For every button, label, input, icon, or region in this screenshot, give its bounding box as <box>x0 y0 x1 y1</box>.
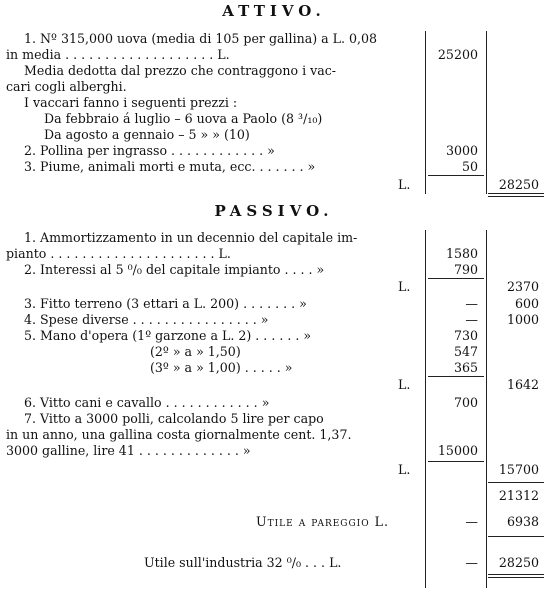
subtotal-rule <box>428 376 484 377</box>
passivo-col1-amount: 15000 <box>437 443 478 458</box>
passivo-col1-amount: 547 <box>453 344 478 359</box>
passivo-line: 3. Fitto terreno (3 ettari a L. 200) . . . . . . . » <box>24 296 307 311</box>
subtotal-rule <box>428 461 484 462</box>
passivo-col2-amount: 1642 <box>506 377 539 392</box>
utile-industria-value: 28250 <box>498 555 539 570</box>
subtotal-rule <box>428 278 484 279</box>
attivo-amount: 50 <box>461 159 478 174</box>
passivo-line: 3000 galline, lire 41 . . . . . . . . . . . . . » <box>6 443 251 458</box>
column-rule <box>425 31 426 194</box>
utile-industria-dash: — <box>465 555 478 570</box>
passivo-col2-amount: 15700 <box>498 462 539 477</box>
passivo-col2-amount: 21312 <box>498 488 539 503</box>
passivo-line: 7. Vitto a 3000 polli, calcolando 5 lire per capo <box>24 411 324 426</box>
passivo-line: pianto . . . . . . . . . . . . . . . . . . . . . L. <box>6 246 231 261</box>
utile-pareggio-value: 6938 <box>506 514 539 529</box>
passivo-line: in un anno, una gallina costa giornalmente cent. 1,37. <box>6 427 352 442</box>
attivo-line: 3. Piume, animali morti e muta, ecc. . . . . . . » <box>24 159 316 174</box>
passivo-line: 6. Vitto cani e cavallo . . . . . . . . . . . . » <box>24 395 270 410</box>
passivo-line: (3º » a » 1,00) . . . . . » <box>150 360 293 375</box>
passivo-col1-amount: — <box>465 312 478 327</box>
subtotal-rule <box>428 175 484 176</box>
attivo-line: in media . . . . . . . . . . . . . . . . . . . L. <box>6 47 230 62</box>
passivo-subtotal-label: L. <box>398 462 411 477</box>
passivo-line: (2º » a » 1,50) <box>150 344 241 359</box>
passivo-line: 4. Spese diverse . . . . . . . . . . . . . . . . » <box>24 312 269 327</box>
passivo-col1-amount: 365 <box>453 360 478 375</box>
sum-rule <box>488 482 544 483</box>
attivo-line: cari cogli alberghi. <box>6 79 127 94</box>
sum-rule <box>488 536 544 537</box>
passivo-col1-amount: 790 <box>453 262 478 277</box>
attivo-amount: 3000 <box>445 143 478 158</box>
attivo-total-label: L. <box>398 177 411 192</box>
utile-pareggio-label: Utile a pareggio L. <box>256 514 389 529</box>
utile-industria-label: Utile sull'industria 32 ⁰/₀ . . . L. <box>144 555 342 570</box>
total-double-rule <box>488 574 544 578</box>
attivo-line: 2. Pollina per ingrasso . . . . . . . . . . . . » <box>24 143 275 158</box>
attivo-line: Da febbraio á luglio – 6 uova a Paolo (8 ³/₁₀) <box>44 111 323 126</box>
passivo-col2-amount: 600 <box>514 296 539 311</box>
passivo-line: 1. Ammortizzamento in un decennio del capitale im- <box>24 230 358 245</box>
passivo-col2-amount: 2370 <box>506 279 539 294</box>
column-rule <box>425 230 426 588</box>
passivo-subtotal-label: L. <box>398 279 411 294</box>
column-rule <box>486 31 487 194</box>
passivo-line: 5. Mano d'opera (1º garzone a L. 2) . . . . . . » <box>24 328 312 343</box>
passivo-col1-amount: — <box>465 296 478 311</box>
passivo-col2-amount: 1000 <box>506 312 539 327</box>
passivo-heading: PASSIVO. <box>214 202 334 220</box>
passivo-line: 2. Interessi al 5 ⁰/₀ del capitale impianto . . . . » <box>24 262 325 277</box>
attivo-line: Da agosto a gennaio – 5 » » (10) <box>44 127 250 142</box>
attivo-heading: ATTIVO. <box>222 2 326 20</box>
attivo-line: Media dedotta dal prezzo che contraggono i vac- <box>24 63 337 78</box>
attivo-line: I vaccari fanno i seguenti prezzi : <box>24 95 238 110</box>
attivo-line: 1. Nº 315,000 uova (media di 105 per gallina) a L. 0,08 <box>24 31 378 46</box>
passivo-col1-amount: 730 <box>453 328 478 343</box>
passivo-col1-amount: 1580 <box>445 246 478 261</box>
total-double-rule <box>488 193 544 197</box>
attivo-total: 28250 <box>498 177 539 192</box>
passivo-subtotal-label: L. <box>398 377 411 392</box>
attivo-amount: 25200 <box>437 47 478 62</box>
passivo-col1-amount: 700 <box>453 395 478 410</box>
utile-pareggio-dash: — <box>465 514 478 529</box>
column-rule <box>486 230 487 588</box>
